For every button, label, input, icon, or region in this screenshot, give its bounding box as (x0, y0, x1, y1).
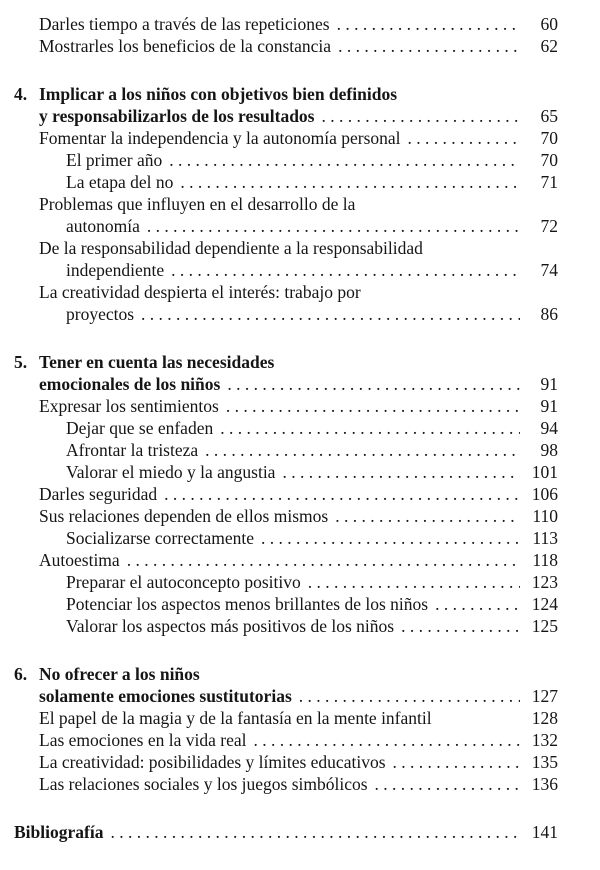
page-number: 71 (540, 172, 558, 192)
chapter-number: 5. (14, 352, 28, 372)
toc-entry (14, 439, 558, 461)
entry-text: Las emociones en la vida real (39, 730, 247, 750)
entry-text: No ofrecer a los niños (39, 664, 200, 684)
toc-entry (14, 303, 558, 325)
dot-leader (393, 751, 520, 773)
page-number: 74 (540, 260, 558, 280)
entry-text: y responsabilizarlos de los resultados (39, 106, 315, 126)
page-number: 124 (531, 594, 558, 614)
page-number: 135 (531, 752, 558, 772)
toc-entry (14, 549, 558, 571)
toc-entry (14, 193, 558, 215)
entry-text: Las relaciones sociales y los juegos simbólicos (39, 774, 368, 794)
toc-entry (14, 351, 558, 373)
entry-text: Preparar el autoconcepto positivo (66, 572, 301, 592)
entry-text: Expresar los sentimientos (39, 396, 219, 416)
dot-leader (338, 35, 520, 57)
dot-leader (282, 461, 520, 483)
entry-text: Afrontar la tristeza (66, 440, 199, 460)
entry-text: El primer año (66, 150, 163, 170)
toc-entry (14, 821, 558, 843)
toc-entry (14, 83, 558, 105)
toc-entry (14, 483, 558, 505)
section-gap (14, 795, 558, 821)
entry-text: La creatividad: posibilidades y límites educativos (39, 752, 386, 772)
page-number: 118 (532, 550, 558, 570)
dot-leader (180, 171, 520, 193)
page-number: 70 (540, 128, 558, 148)
page-number: 94 (540, 418, 558, 438)
toc-entry (14, 373, 558, 395)
page-number: 98 (540, 440, 558, 460)
page-number: 65 (540, 106, 558, 126)
toc-entry (14, 527, 558, 549)
page-number: 106 (531, 484, 558, 504)
entry-text: Valorar los aspectos más positivos de los niños (66, 616, 395, 636)
page-number: 60 (540, 14, 558, 34)
entry-text: Mostrarles los beneficios de la constancia (39, 36, 332, 56)
entry-text: Darles tiempo a través de las repeticiones (39, 14, 330, 34)
dot-leader (127, 549, 520, 571)
toc-entry (14, 773, 558, 795)
toc-entry (14, 571, 558, 593)
dot-leader (337, 13, 520, 35)
page-number: 70 (540, 150, 558, 170)
toc-entry (14, 461, 558, 483)
toc-entry (14, 505, 558, 527)
toc-entry (14, 215, 558, 237)
chapter-number: 4. (14, 84, 28, 104)
entry-text: La etapa del no (66, 172, 174, 192)
page-number: 123 (531, 572, 558, 592)
toc-entry (14, 127, 558, 149)
entry-text: Bibliografía (14, 822, 104, 842)
page-number: 72 (540, 216, 558, 236)
chapter-number: 6. (14, 664, 28, 684)
section-gap (14, 637, 558, 663)
dot-leader (226, 395, 520, 417)
toc-entry (14, 237, 558, 259)
dot-leader (322, 105, 521, 127)
toc-entry (14, 593, 558, 615)
page-number: 113 (532, 528, 558, 548)
entry-text: Fomentar la independencia y la autonomía personal (39, 128, 401, 148)
dot-leader (308, 571, 520, 593)
page-number: 125 (531, 616, 558, 636)
toc-entry (14, 707, 558, 729)
dot-leader (435, 593, 520, 615)
page-number: 127 (531, 686, 558, 706)
toc-entry (14, 615, 558, 637)
dot-leader (141, 303, 520, 325)
entry-text: Socializarse correctamente (66, 528, 255, 548)
page-number: 91 (540, 396, 558, 416)
toc-entry (14, 13, 558, 35)
dot-leader (253, 729, 520, 751)
page-number: 91 (540, 374, 558, 394)
entry-text: proyectos (66, 304, 135, 324)
entry-text: Implicar a los niños con objetivos bien definidos (39, 84, 397, 104)
entry-text: solamente emociones sustitutorias (39, 686, 292, 706)
toc-entry (14, 149, 558, 171)
entry-text: Autoestima (39, 550, 120, 570)
page-number: 86 (540, 304, 558, 324)
entry-text: Sus relaciones dependen de ellos mismos (39, 506, 329, 526)
dot-leader (335, 505, 520, 527)
section-gap (14, 325, 558, 351)
dot-leader (171, 259, 520, 281)
dot-leader (408, 127, 520, 149)
entry-text: Tener en cuenta las necesidades (39, 352, 275, 372)
entry-text: emocionales de los niños (39, 374, 221, 394)
entry-text: El papel de la magia y de la fantasía en la mente infantil (39, 708, 432, 728)
page-number: 101 (531, 462, 558, 482)
entry-text: Darles seguridad (39, 484, 158, 504)
toc-entry (14, 105, 558, 127)
entry-text: Valorar el miedo y la angustia (66, 462, 276, 482)
page-number: 132 (531, 730, 558, 750)
entry-text: Problemas que influyen en el desarrollo de la (39, 194, 356, 214)
toc-entry (14, 35, 558, 57)
entry-text: Potenciar los aspectos menos brillantes de los niños (66, 594, 429, 614)
toc-entry (14, 663, 558, 685)
dot-leader (110, 821, 520, 843)
entry-text: De la responsabilidad dependiente a la responsabilidad (39, 238, 423, 258)
entry-text: Dejar que se enfaden (66, 418, 214, 438)
page-number: 110 (532, 506, 558, 526)
entry-text: La creatividad despierta el interés: trabajo por (39, 282, 361, 302)
dot-leader (375, 773, 520, 795)
page-number: 141 (531, 822, 558, 842)
dot-leader (220, 417, 520, 439)
section-gap (14, 57, 558, 83)
toc-entry (14, 751, 558, 773)
page-number: 136 (531, 774, 558, 794)
dot-leader (227, 373, 520, 395)
dot-leader (261, 527, 520, 549)
entry-text: independiente (66, 260, 165, 280)
toc-entry (14, 417, 558, 439)
toc-entry (14, 171, 558, 193)
dot-leader (205, 439, 520, 461)
dot-leader (299, 685, 520, 707)
toc-entry (14, 685, 558, 707)
toc-entry (14, 259, 558, 281)
entry-text: autonomía (66, 216, 140, 236)
dot-leader (164, 483, 520, 505)
dot-leader (169, 149, 520, 171)
toc-entry (14, 395, 558, 417)
page-number: 128 (531, 708, 558, 728)
dot-leader (401, 615, 520, 637)
page-number: 62 (540, 36, 558, 56)
dot-leader (147, 215, 520, 237)
toc-entry (14, 729, 558, 751)
toc-entry (14, 281, 558, 303)
